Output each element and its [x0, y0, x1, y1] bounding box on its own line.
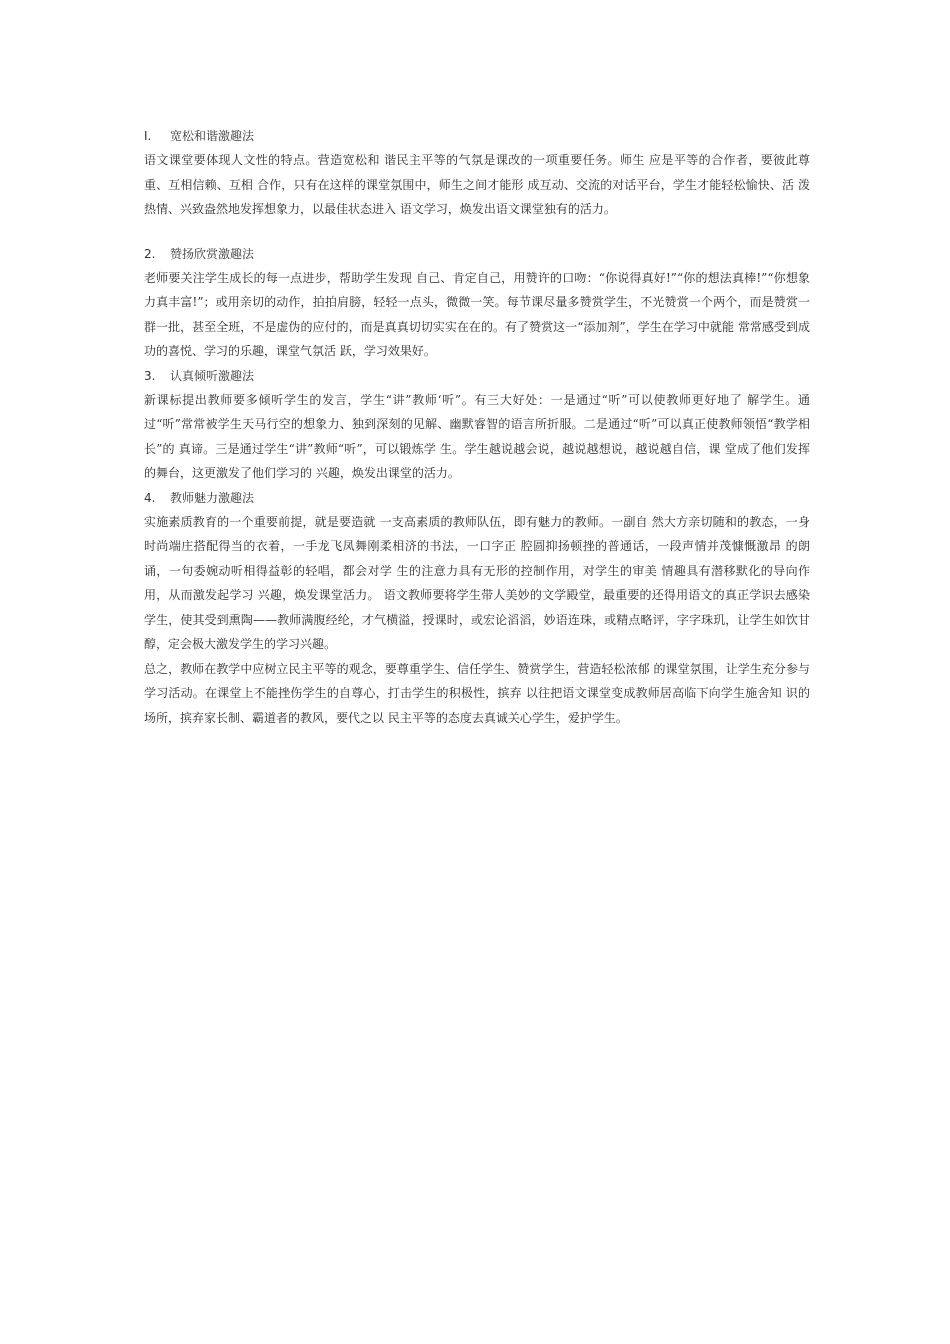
- section-title: 认真倾听激趣法: [170, 368, 255, 383]
- section-title: 赞扬欣赏激趣法: [170, 246, 255, 261]
- section-3: [144, 364, 810, 486]
- section-body: 语文课堂要体现人文性的特点。营造宽松和 谐民主平等的气氛是课改的一项重要任务。师生 应是平等的合作者，要彼此尊重、互相信赖、互相 合作，只有在这样的课堂氛围中，师生之间才能形 成互动、交流的对话平台，学生才能轻松愉快、活 泼热情、兴致盎然地发挥想象力，以最佳状态进入 语文学习，焕发出语文课堂独有的活力。: [144, 153, 810, 216]
- conclusion-paragraph: 总之，教师在教学中应树立民主平等的观念，要尊重学生、信任学生、赞赏学生，营造轻松浓郁 的课堂氛围，让学生充分参与学习活动。在课堂上不能挫伤学生的自尊心，打击学生的积极性，摈弃 以往把语文课堂变成教师居高临下向学生施舍知 识的场所，摈弃家长制、霸道者的教风，要代之以 民主平等的态度去真诚关心学生，爱护学生。: [144, 661, 810, 725]
- section-title: 宽松和谐激趣法: [170, 129, 255, 143]
- section-body: 实施素质教育的一个重要前提，就是要造就 一支高素质的教师队伍，即有魅力的教师。一副自 然大方亲切随和的教态，一身时尚端庄搭配得当的衣着，一手龙飞凤舞刚柔相济的书法，一口字正 腔圆抑扬顿挫的普通话，一段声情并茂慷慨激昂 的朗诵，一句委婉动听相得益彰的轻唱，都会对学 生的注意力具有无形的控制作用，对学生的审美 情趣具有潜移默化的导向作用，从而激发起学习 兴趣，焕发课堂活力。 语文教师要将学生带人美妙的文学殿堂，最重要的还得用语文的真正学识去感染学生，使其受到熏陶——教师满腹经纶，才气横溢，授课时，或宏论滔滔，妙语连珠，或精点略评，字字珠玑，让学生如饮甘醇，定会极大激发学生的学习兴趣。: [144, 514, 810, 651]
- section-body: 老师要关注学生成长的每一点进步，帮助学生发现 自己、肯定自己，用赞许的口吻：“你说得真好!”“你的想法真棒!”“你想象力真丰富!”；或用亲切的动作，拍拍肩膀，轻轻一点头，微微一笑。每节课尽量多赞赏学生，不光赞赏一个两个，而是赞赏一群一批，甚至全班，不是虚伪的应付的，而是真真切切实实在在的。有了赞赏这一“添加剂”，学生在学习中就能 常常感受到成功的喜悦、学习的乐趣，课堂气氛活 跃，学习效果好。: [144, 270, 810, 358]
- section-number: 3.: [144, 368, 156, 383]
- section-2: [144, 242, 810, 364]
- section-heading: [144, 124, 810, 148]
- section-heading: [144, 242, 810, 266]
- section-heading: [144, 486, 810, 510]
- section-4: [144, 486, 810, 657]
- section-number: I.: [144, 129, 152, 143]
- section-heading: [144, 364, 810, 388]
- document-page: [144, 124, 810, 730]
- section-number: 4.: [144, 490, 156, 505]
- blank-line: [144, 222, 810, 242]
- section-1: [144, 124, 810, 222]
- section-body: 新课标提出教师要多倾听学生的发言，学生“讲”教师‘听”。有三大好处：一是通过“听”可以使教师更好地了 解学生。通过“听”常常被学生天马行空的想象力、独到深刻的见解、幽默睿智的语言所折服。二是通过“听”可以真正使教师领悟“教学相长”的 真谛。三是通过学生“讲”教师“听”，可以锻炼学 生。学生越说越会说，越说越想说，越说越自信，课 堂成了他们发挥的舞台，这更激发了他们学习的 兴趣，焕发出课堂的活力。: [144, 392, 810, 480]
- section-title: 教师魅力激趣法: [170, 490, 255, 505]
- section-number: 2.: [144, 246, 156, 261]
